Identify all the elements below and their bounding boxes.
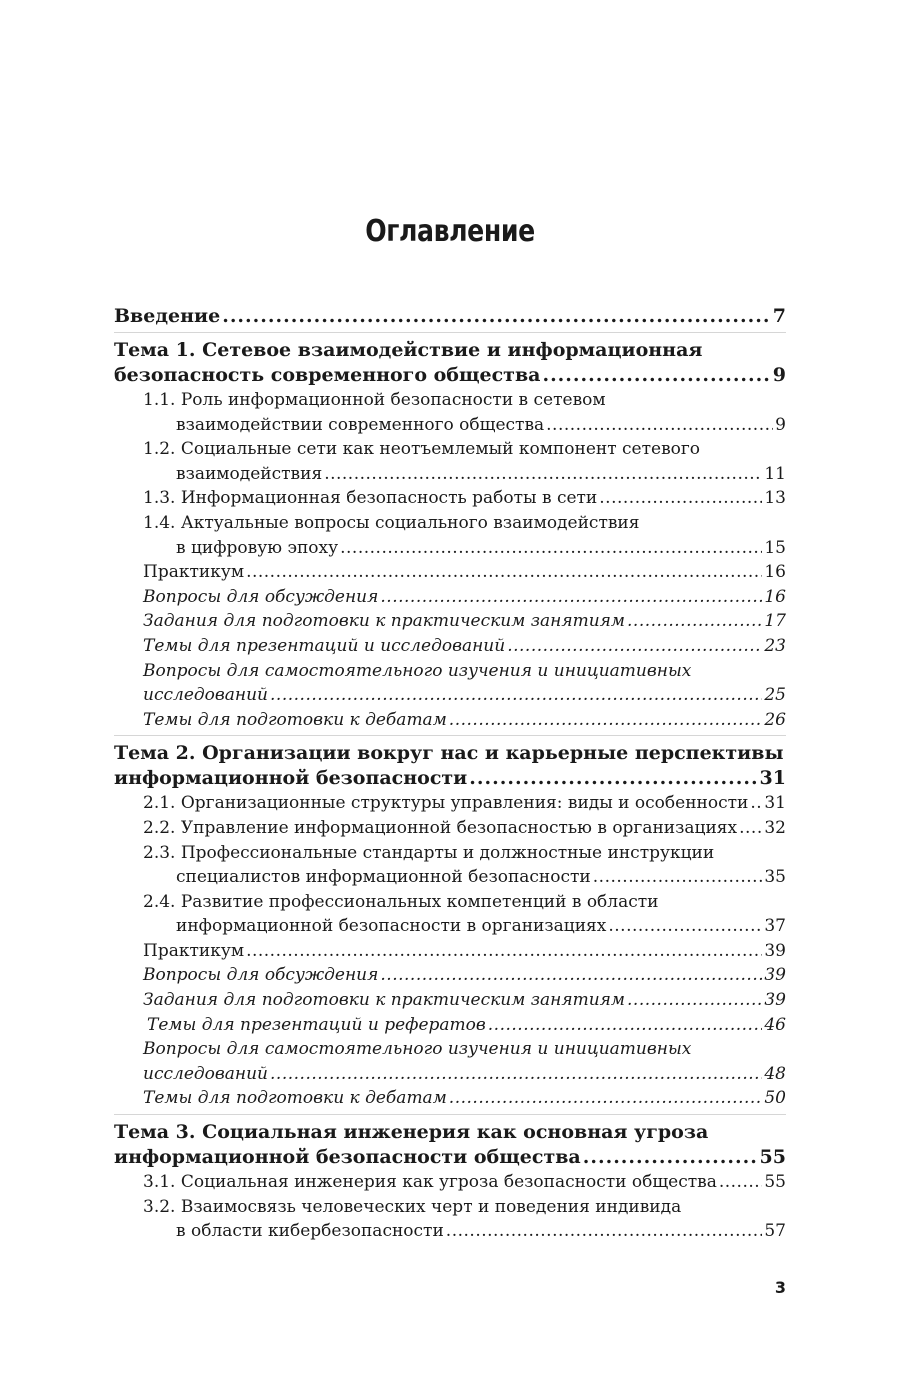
- dot-leader: [739, 816, 762, 841]
- toc-entry-title: Практикум: [143, 562, 245, 583]
- dot-leader: [542, 363, 770, 388]
- toc-page-number: 26: [764, 709, 786, 730]
- page-number: 3: [774, 1278, 786, 1297]
- toc-entry-title-cont: информационной безопасности общества: [114, 1146, 581, 1169]
- toc-entry-title: Тема 2. Организации вокруг нас и карьерные перспективы: [114, 742, 784, 765]
- dot-leader: [449, 708, 763, 733]
- toc-entry-title-cont: в цифровую эпоху: [176, 537, 339, 558]
- toc-page-number: 39: [764, 965, 786, 986]
- toc-entry-2-2[interactable]: [114, 816, 786, 841]
- toc-entry-1-4[interactable]: [114, 511, 786, 560]
- toc-entry-title-cont: взаимодействии современного общества: [176, 414, 545, 435]
- toc-entry-practicum-1[interactable]: [114, 560, 786, 585]
- toc-entry-1-2[interactable]: [114, 437, 786, 486]
- toc-page-number: 11: [764, 463, 786, 484]
- toc-section-topic-3: [114, 1120, 786, 1247]
- page-title: Оглавление: [365, 214, 535, 249]
- dot-leader: [449, 1086, 763, 1111]
- dot-leader: [270, 683, 762, 708]
- toc-page-number: 9: [775, 414, 786, 435]
- toc-entry-title-cont: безопасность современного общества: [114, 364, 541, 386]
- toc-page-number: 39: [764, 940, 786, 961]
- dot-leader: [246, 939, 762, 964]
- toc-entry-1-3[interactable]: [114, 486, 786, 511]
- toc-entry-discussion-2[interactable]: [114, 963, 786, 988]
- toc-entry-title-cont: исследований: [143, 685, 269, 706]
- toc-page-number: 17: [764, 611, 786, 632]
- toc-entry-discussion-1[interactable]: [114, 585, 786, 610]
- dot-leader: [246, 560, 762, 585]
- toc-entry-title: Тема 1. Сетевое взаимодействие и информационная: [114, 339, 703, 361]
- toc-entry-2-3[interactable]: [114, 841, 786, 890]
- toc-entry-title-cont: исследований: [143, 1063, 269, 1084]
- toc-entry-title: 3.2. Взаимосвязь человеческих черт и поведения индивида: [143, 1196, 682, 1217]
- toc-entry-topic-1[interactable]: [114, 338, 786, 388]
- toc-entry-title: 1.1. Роль информационной безопасности в сетевом: [143, 390, 606, 410]
- toc-entry-title: 1.2. Социальные сети как неотъемлемый компонент сетевого: [143, 439, 701, 460]
- dot-leader: [340, 536, 762, 561]
- toc-section-intro: [114, 304, 786, 333]
- dot-leader: [446, 1219, 763, 1244]
- toc-entry-title: Задания для подготовки к практическим занятиям: [143, 611, 626, 632]
- toc-entry-title: Тема 3. Социальная инженерия как основная угроза: [114, 1121, 709, 1144]
- toc-entry-title: Темы для подготовки к дебатам: [143, 709, 447, 730]
- dot-leader: [469, 766, 757, 791]
- dot-leader: [324, 462, 762, 487]
- toc-entry-title: 2.3. Профессиональные стандарты и должностные инструкции: [143, 842, 715, 863]
- toc-entry-topic-3[interactable]: [114, 1120, 786, 1170]
- toc-entry-title: Темы для подготовки к дебатам: [143, 1088, 447, 1109]
- toc-page-number: 55: [759, 1146, 786, 1169]
- dot-leader: [380, 963, 762, 988]
- toc-entry-practicum-2[interactable]: [114, 939, 786, 964]
- dot-leader: [627, 988, 762, 1013]
- toc-entry-title: 3.1. Социальная инженерия как угроза безопасности общества: [143, 1172, 717, 1193]
- dot-leader: [380, 585, 762, 610]
- toc-entry-debates-2[interactable]: [114, 1086, 786, 1111]
- toc-page-number: 16: [764, 562, 786, 583]
- toc-page-number: 57: [764, 1221, 786, 1242]
- toc-page-number: 31: [759, 767, 786, 790]
- dot-leader: [719, 1170, 763, 1195]
- toc-entry-2-1[interactable]: [114, 791, 786, 816]
- toc-entry-title: 2.1. Организационные структуры управления: виды и особенности: [143, 793, 749, 814]
- dot-leader: [599, 486, 762, 511]
- dot-leader: [593, 865, 763, 890]
- toc-page-number: 55: [764, 1172, 786, 1193]
- toc-entry-title-cont: в области кибербезопасности: [176, 1221, 444, 1242]
- table-of-contents: [114, 304, 786, 1252]
- toc-entry-title: 1.4. Актуальные вопросы социального взаимодействия: [143, 512, 640, 533]
- dot-leader: [222, 304, 771, 329]
- dot-leader: [507, 634, 762, 659]
- toc-entry-title: 2.4. Развитие профессиональных компетенций в области: [143, 891, 659, 912]
- dot-leader: [627, 609, 762, 634]
- toc-entry-self-study-1[interactable]: [114, 659, 786, 708]
- toc-entry-title: Задания для подготовки к практическим занятиям: [143, 990, 626, 1011]
- toc-entry-title: Введение: [114, 305, 221, 327]
- toc-entry-1-1[interactable]: [114, 388, 786, 437]
- toc-page-number: 50: [764, 1088, 786, 1109]
- toc-entry-self-study-2[interactable]: [114, 1037, 786, 1086]
- toc-page-number: 13: [764, 488, 786, 509]
- toc-entry-3-1[interactable]: [114, 1170, 786, 1195]
- toc-page-number: 15: [764, 537, 786, 558]
- toc-page-number: 48: [764, 1063, 786, 1084]
- toc-page-number: 23: [764, 635, 786, 656]
- toc-page-number: 9: [772, 364, 786, 386]
- toc-entry-3-2[interactable]: [114, 1195, 786, 1244]
- toc-entry-tasks-2[interactable]: [114, 988, 786, 1013]
- toc-entry-title-cont: информационной безопасности: [114, 767, 468, 790]
- dot-leader: [608, 914, 762, 939]
- toc-page-number: 7: [772, 305, 786, 327]
- toc-page-number: 32: [764, 817, 786, 838]
- toc-entry-title: Практикум: [143, 940, 245, 961]
- dot-leader: [750, 791, 762, 816]
- dot-leader: [488, 1013, 763, 1038]
- toc-entry-2-4[interactable]: [114, 890, 786, 939]
- toc-entry-tasks-1[interactable]: [114, 609, 786, 634]
- dot-leader: [546, 413, 773, 438]
- toc-entry-title: Вопросы для обсуждения: [143, 965, 379, 986]
- toc-entry-title: Вопросы для самостоятельного изучения и инициативных: [143, 1039, 692, 1060]
- dot-leader: [583, 1145, 758, 1170]
- toc-entry-title-cont: специалистов информационной безопасности: [176, 867, 591, 888]
- toc-page-number: 39: [764, 990, 786, 1011]
- toc-entry-title: Вопросы для самостоятельного изучения и инициативных: [143, 660, 692, 681]
- toc-entry-title: Вопросы для обсуждения: [143, 586, 379, 607]
- toc-page-number: 46: [764, 1014, 786, 1035]
- toc-page-number: 25: [764, 685, 786, 706]
- toc-entry-intro[interactable]: [114, 304, 786, 329]
- toc-entry-debates-1[interactable]: [114, 708, 786, 733]
- toc-entry-title-cont: взаимодействия: [176, 463, 323, 484]
- toc-entry-title-cont: информационной безопасности в организациях: [176, 916, 607, 937]
- toc-page-number: 16: [764, 586, 786, 607]
- toc-section-topic-1: [114, 338, 786, 736]
- dot-leader: [270, 1062, 762, 1087]
- toc-entry-presentations-2[interactable]: [114, 1013, 786, 1038]
- toc-page-number: 35: [764, 867, 786, 888]
- toc-entry-topic-2[interactable]: [114, 741, 786, 791]
- toc-page-number: 37: [764, 916, 786, 937]
- toc-entry-title: Темы для презентаций и исследований: [143, 635, 506, 656]
- toc-entry-title: 1.3. Информационная безопасность работы в сети: [143, 488, 598, 509]
- toc-entry-presentations-1[interactable]: [114, 634, 786, 659]
- toc-section-topic-2: [114, 741, 786, 1115]
- toc-entry-title: 2.2. Управление информационной безопасностью в организациях: [143, 817, 738, 838]
- toc-page-number: 31: [764, 793, 786, 814]
- toc-entry-title: Темы для презентаций и рефератов: [147, 1014, 486, 1035]
